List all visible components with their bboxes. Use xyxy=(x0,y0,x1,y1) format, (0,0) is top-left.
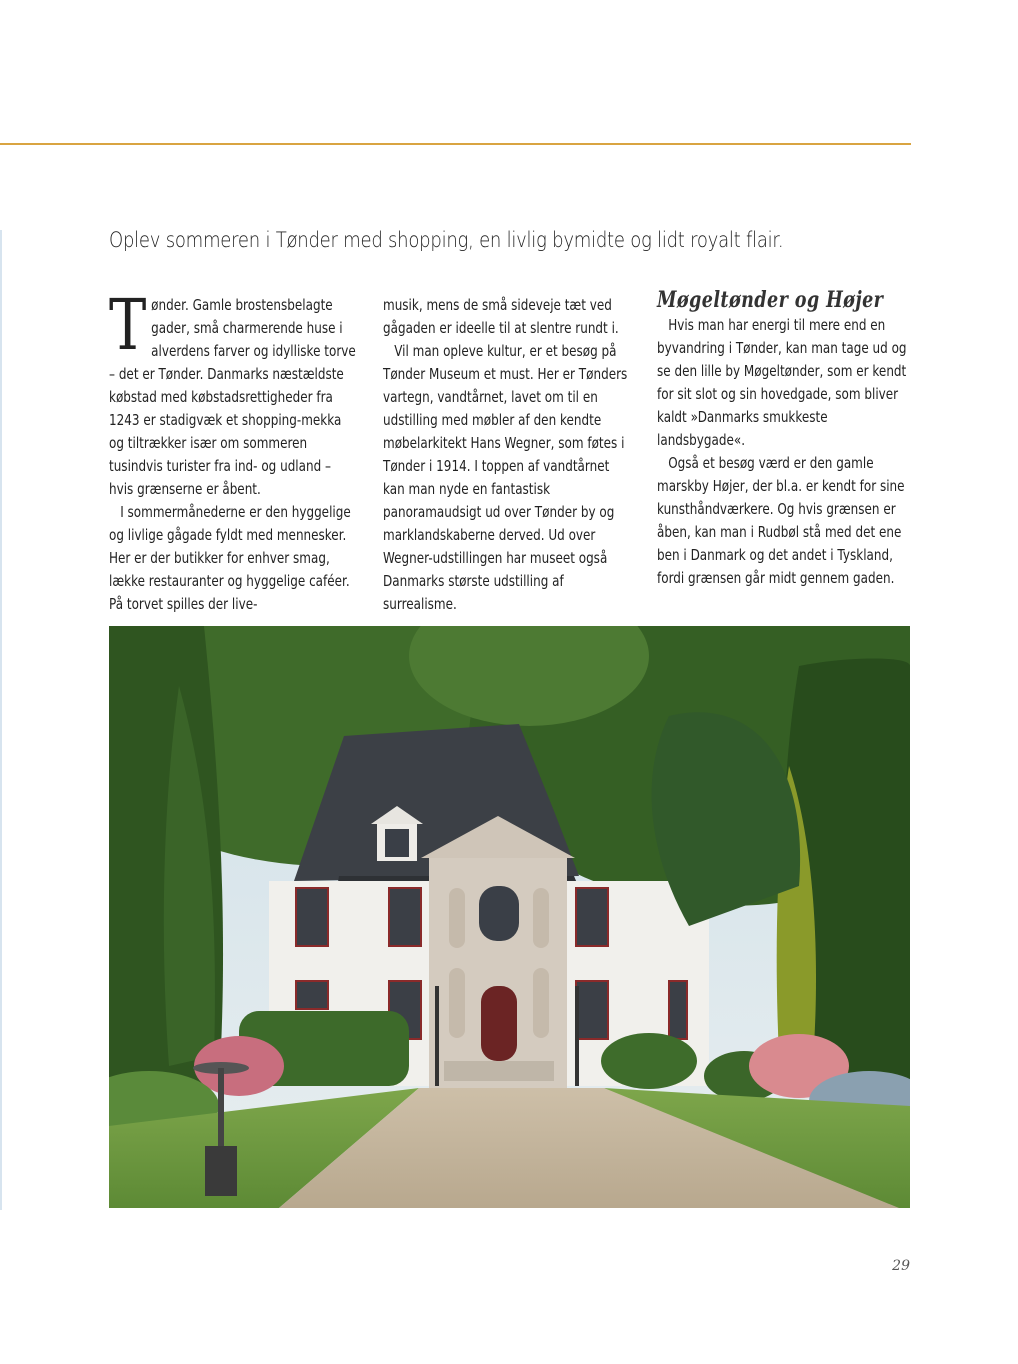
manor-photo xyxy=(109,626,910,1208)
text-column-1 xyxy=(109,284,359,616)
section-heading: Møgeltønder og Højer xyxy=(657,287,884,313)
paragraph: musik, mens de små sideveje tæt ved gågaden er ideelle til at slentre rundt i. xyxy=(383,296,619,337)
drop-cap: T xyxy=(109,284,147,366)
paragraph: Hvis man har energi til mere end en byvandring i Tønder, kan man tage ud og se den lille by Møgeltønder, som er kendt for sit slot og sin hovedgade, som bliver kaldt »Danmarks smukkeste landsbygade«. xyxy=(657,316,907,449)
intro-heading: Oplev sommeren i Tønder med shopping, en livlig bymidte og lidt royalt flair. xyxy=(109,228,784,252)
header-rule xyxy=(0,143,911,145)
paragraph: Også et besøg værd er den gamle marskby Højer, der bl.a. er kendt for sine kunsthåndværkere. Og hvis grænsen er åben, kan man i Rudbøl stå med det ene ben i Danmark og det andet i Tyskland, fordi grænsen går midt gennem gaden. xyxy=(657,454,905,587)
paragraph: I sommermånederne er den hyggelige og livlige gågade fyldt med mennesker. Her er der butikker for enhver smag, lække restauranter og hyggelige caféer. På torvet spilles der live- xyxy=(109,503,351,613)
text-column-2 xyxy=(383,294,633,616)
paragraph: Tønder. Gamle brostensbelagte gader, små charmerende huse i alverdens farver og idylliske torve – det er Tønder. Danmarks næstældste købstad med købstadsrettigheder fra 1243 er stadigvæk et shopping-mekka og tiltrækker især om sommeren tusindvis turister fra ind- og udland – hvis grænserne er åbent. xyxy=(109,284,356,498)
paragraph: Vil man opleve kultur, er et besøg på Tønder Museum et must. Her er Tønders vartegn, vandtårnet, lavet om til en udstilling med møbler af den kendte møbelarkitekt Hans Wegner, som føtes i Tønder i 1914. I toppen af vandtårnet kan man nyde en fantastisk panoramaudsigt ud over Tønder by og marklandskaberne derved. Ud over Wegner-udstillingen har museet også Danmarks største udstilling af surrealisme. xyxy=(383,342,628,613)
left-margin-rule xyxy=(0,230,2,1210)
text-column-3 xyxy=(657,287,910,590)
page-number: 29 xyxy=(892,1258,910,1274)
